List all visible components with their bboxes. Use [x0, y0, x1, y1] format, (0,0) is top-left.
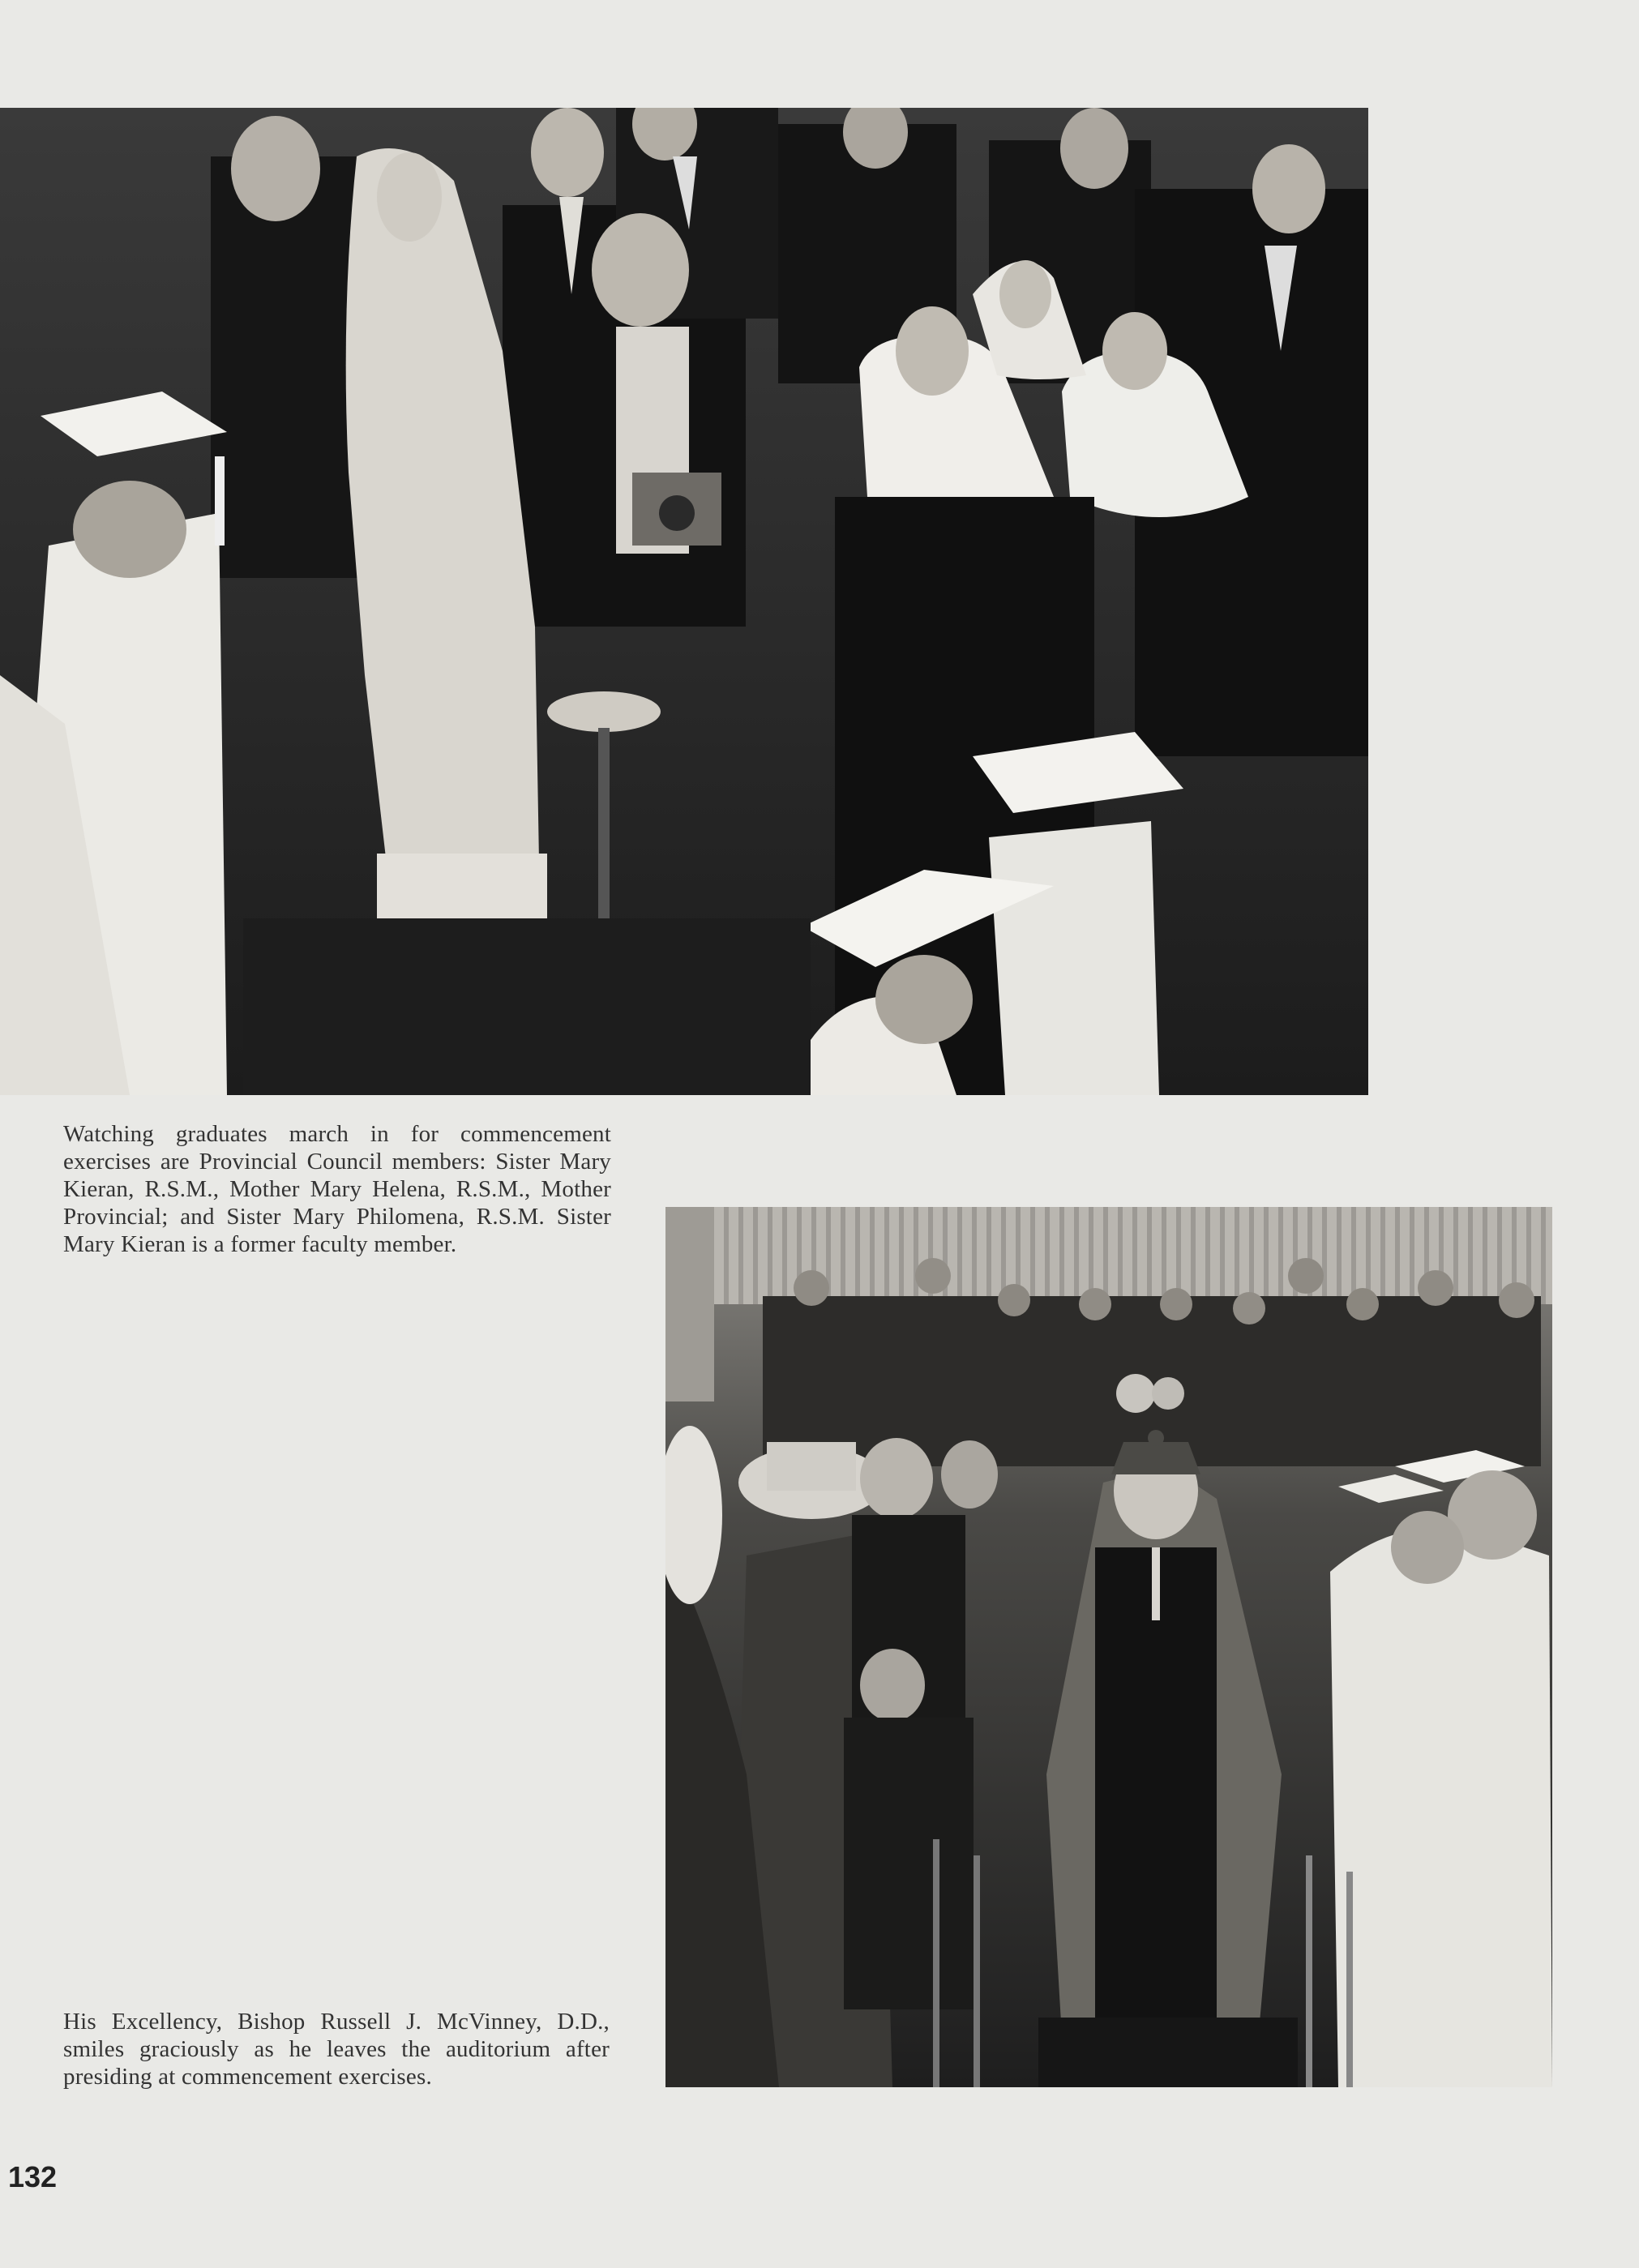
photo-illustration — [0, 108, 1368, 1095]
commencement-procession-photo — [0, 108, 1368, 1095]
page-number: 132 — [8, 2160, 58, 2193]
photo-illustration — [665, 1207, 1552, 2087]
bottom-photo-caption: His Excellency, Bishop Russell J. McVinney, D.D., smiles graciously as he leaves the auditorium after presiding at commencement exercises. — [63, 2009, 610, 2090]
bishop-departure-photo — [665, 1207, 1552, 2087]
top-photo-caption: Watching graduates march in for commencement exercises are Provincial Council members: Sister Mary Kieran, R.S.M., Mother Mary Helena, R.S.M., Mother Provincial; and Sister Mary Philomena, R.S.M. Sister Mary Kieran is a former faculty member. — [63, 1121, 611, 1257]
